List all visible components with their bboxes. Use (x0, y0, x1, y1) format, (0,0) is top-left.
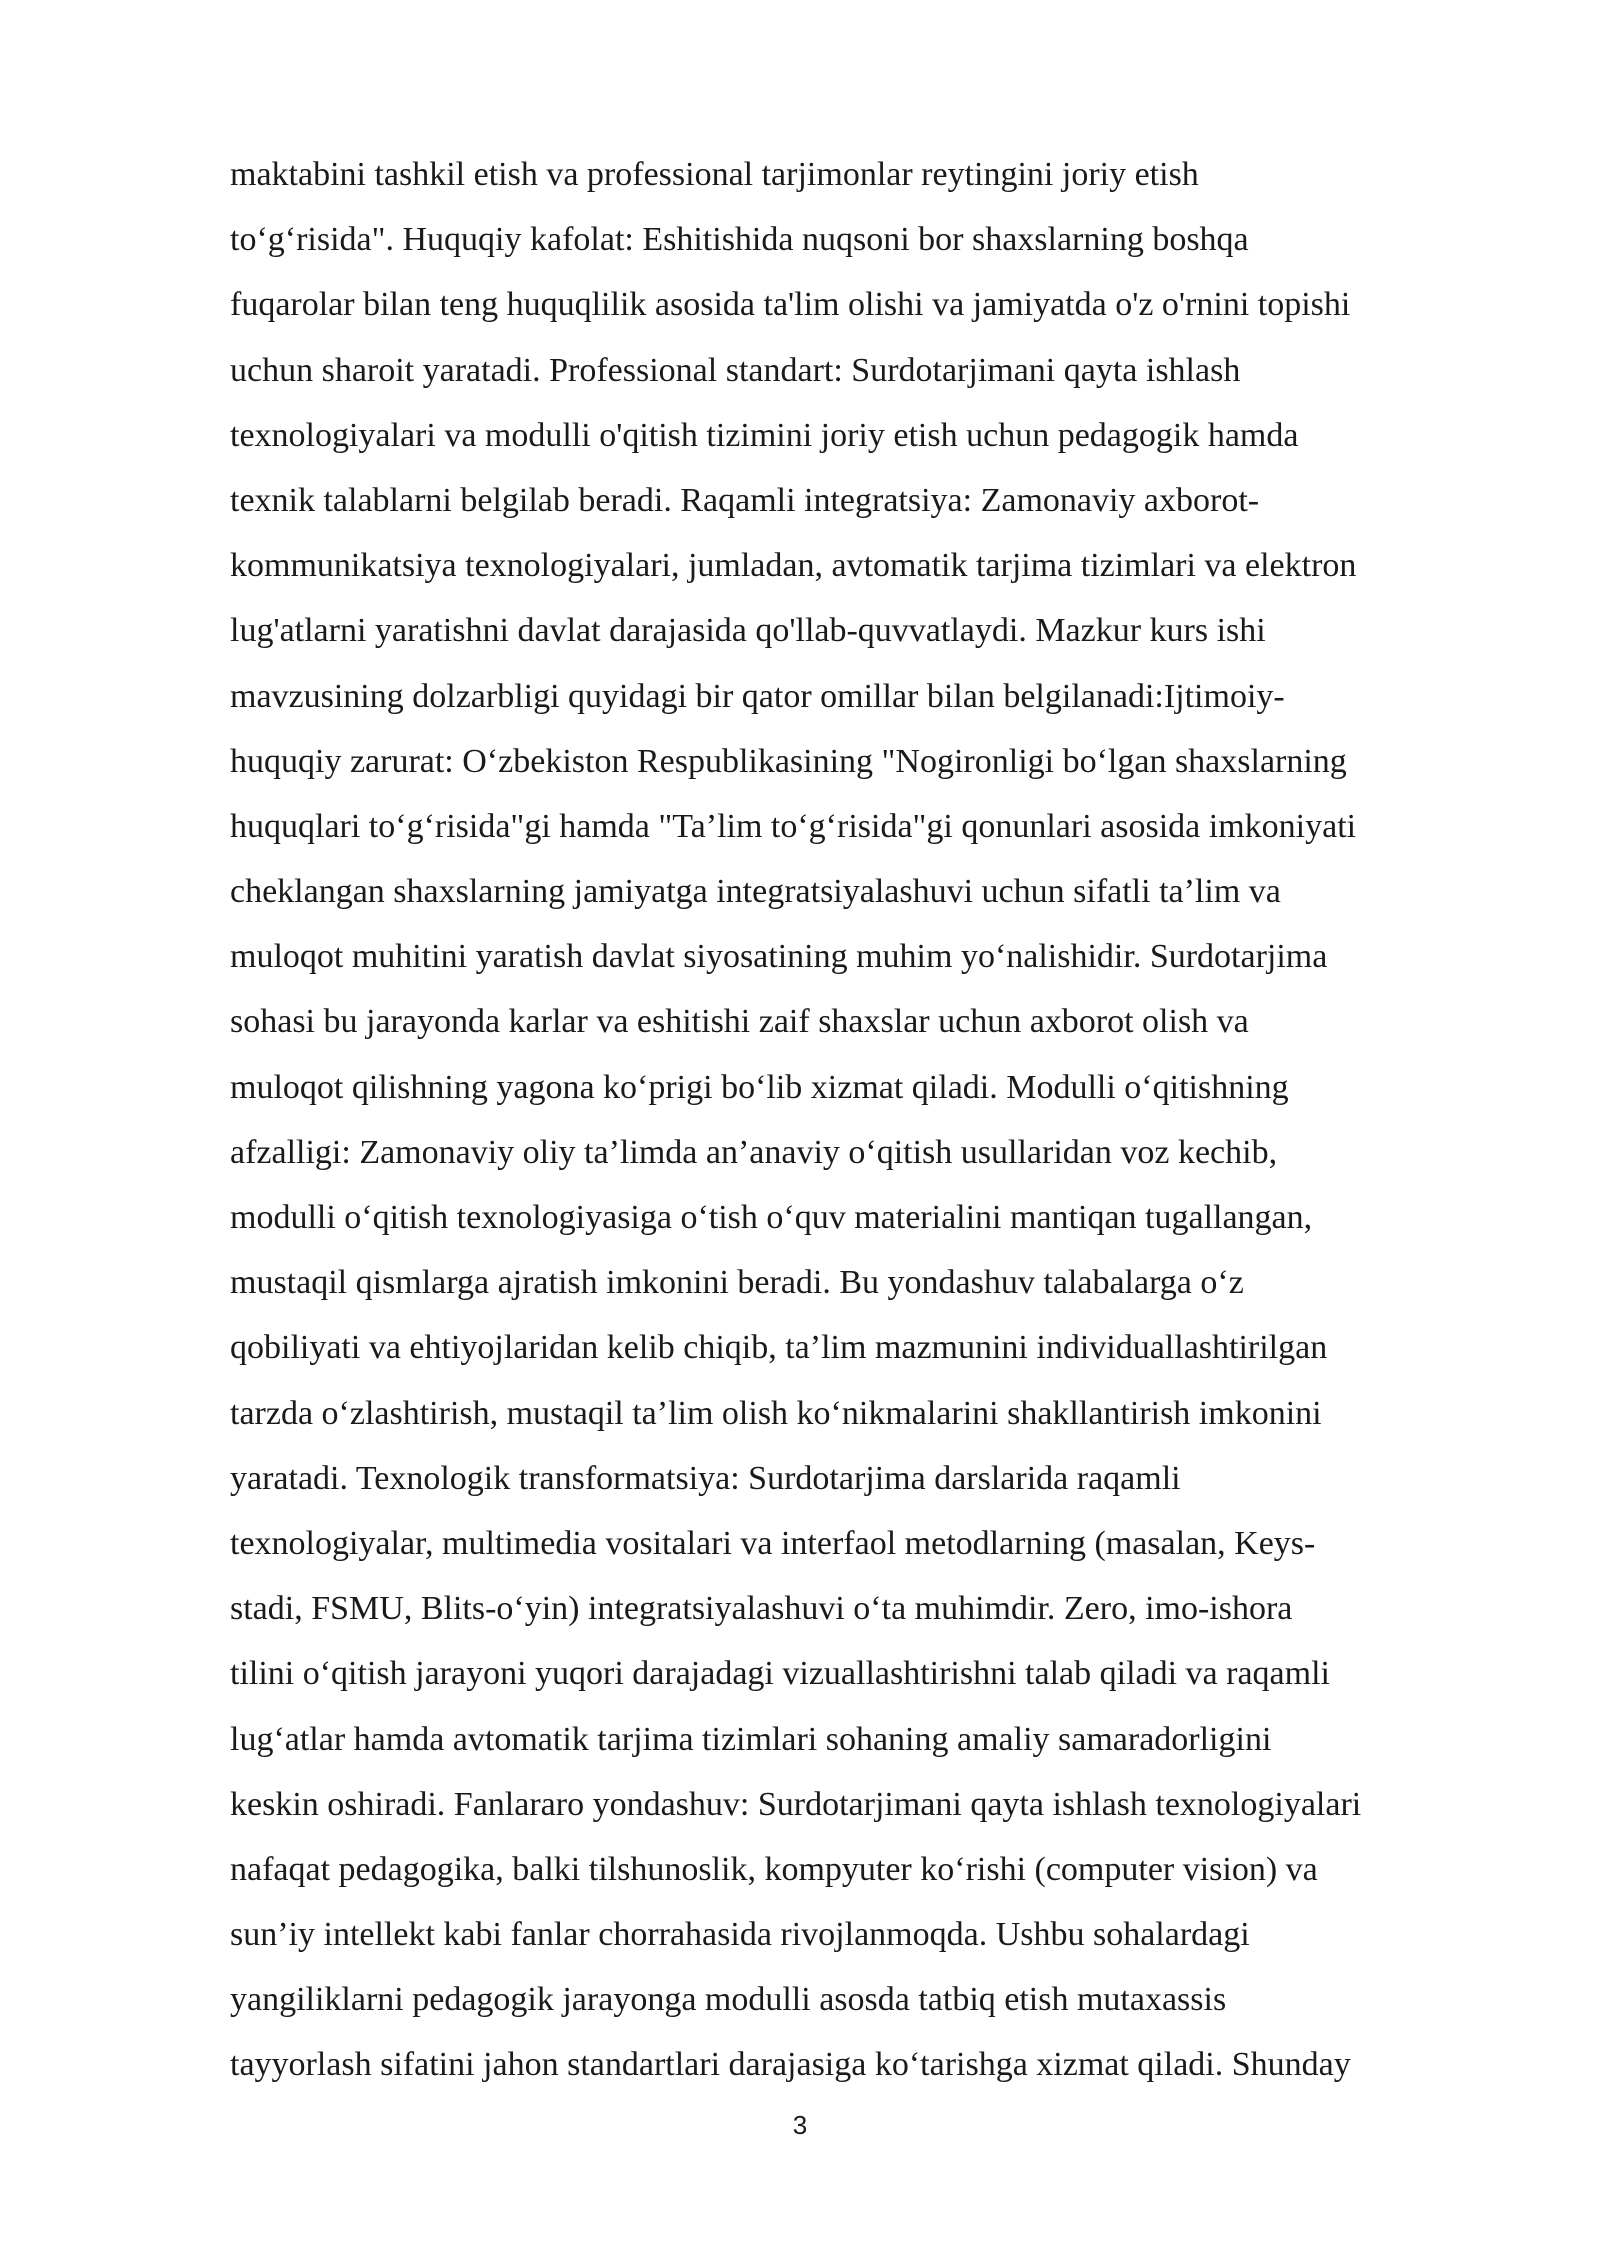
text-line: nafaqat pedagogika, balki tilshunoslik, kompyuter ko‘rishi (computer vision) va (230, 1850, 1318, 1888)
text-line: texnologiyalari va modulli o'qitish tizimini joriy etish uchun pedagogik hamda (230, 416, 1299, 454)
text-line: stadi, FSMU, Blits-o‘yin) integratsiyalashuvi o‘ta muhimdir. Zero, imo-ishora (230, 1590, 1293, 1628)
text-line: mustaqil qismlarga ajratish imkonini beradi. Bu yondashuv talabalarga o‘z (230, 1264, 1244, 1302)
text-line: uchun sharoit yaratadi. Professional standart: Surdotarjimani qayta ishlash (230, 351, 1241, 389)
text-line: tarzda o‘zlashtirish, mustaqil ta’lim olish ko‘nikmalarini shakllantirish imkonini (230, 1394, 1322, 1432)
text-line: tilini o‘qitish jarayoni yuqori darajadagi vizuallashtirishni talab qiladi va raqamli (230, 1655, 1330, 1693)
text-line: yaratadi. Texnologik transformatsiya: Surdotarjima darslarida raqamli (230, 1459, 1181, 1497)
text-line: huquqlari to‘g‘risida"gi hamda "Ta’lim to‘g‘risida"gi qonunlari asosida imkoniyati (230, 807, 1357, 845)
text-line: texnologiyalar, multimedia vositalari va interfaol metodlarning (masalan, Keys- (230, 1524, 1316, 1562)
text-line: sun’iy intellekt kabi fanlar chorrahasida rivojlanmoqda. Ushbu sohalardagi (230, 1916, 1250, 1954)
text-line: muloqot muhitini yaratish davlat siyosatining muhim yo‘nalishidir. Surdotarjima (230, 938, 1328, 976)
body-text (230, 142, 1490, 2098)
text-line: yangiliklarni pedagogik jarayonga modulli asosda tatbiq etish mutaxassis (230, 1981, 1227, 2019)
text-line: maktabini tashkil etish va professional tarjimonlar reytingini joriy etish (230, 156, 1199, 193)
text-line: fuqarolar bilan teng huquqlilik asosida ta'lim olishi va jamiyatda o'z o'rnini topishi (230, 286, 1351, 324)
text-line: mavzusining dolzarbligi quyidagi bir qator omillar bilan belgilanadi:Ijtimoiy- (230, 677, 1285, 715)
text-line: cheklangan shaxslarning jamiyatga integratsiyalashuvi uchun sifatli ta’lim va (230, 873, 1281, 911)
text-line: lug‘atlar hamda avtomatik tarjima tizimlari sohaning amaliy samaradorligini (230, 1720, 1272, 1758)
text-line: tayyorlash sifatini jahon standartlari darajasiga ko‘tarishga xizmat qiladi. Shunday (230, 2046, 1351, 2084)
text-line: keskin oshiradi. Fanlararo yondashuv: Surdotarjimani qayta ishlash texnologiyalari (230, 1785, 1362, 1823)
text-line: to‘g‘risida". Huquqiy kafolat: Eshitishida nuqsoni bor shaxslarning boshqa (230, 221, 1249, 259)
text-line: qobiliyati va ehtiyojlaridan kelib chiqib, ta’lim mazmunini individuallashtirilgan (230, 1329, 1328, 1367)
text-line: lug'atlarni yaratishni davlat darajasida qo'llab-quvvatlaydi. Mazkur kurs ishi (230, 612, 1266, 650)
text-line: texnik talablarni belgilab beradi. Raqamli integratsiya: Zamonaviy axborot- (230, 481, 1260, 519)
text-line: kommunikatsiya texnologiyalari, jumladan, avtomatik tarjima tizimlari va elektron (230, 547, 1357, 585)
text-line: huquqiy zarurat: O‘zbekiston Respublikasining "Nogironligi bo‘lgan shaxslarning (230, 742, 1347, 780)
page-number: 3 (792, 2110, 808, 2140)
text-line: modulli o‘qitish texnologiyasiga o‘tish o‘quv materialini mantiqan tugallangan, (230, 1199, 1313, 1236)
text-line: muloqot qilishning yagona ko‘prigi bo‘lib xizmat qiladi. Modulli o‘qitishning (230, 1068, 1289, 1106)
text-line: sohasi bu jarayonda karlar va eshitishi zaif shaxslar uchun axborot olish va (230, 1003, 1249, 1041)
text-line: afzalligi: Zamonaviy oliy ta’limda an’anaviy o‘qitish usullaridan voz kechib, (230, 1133, 1278, 1171)
